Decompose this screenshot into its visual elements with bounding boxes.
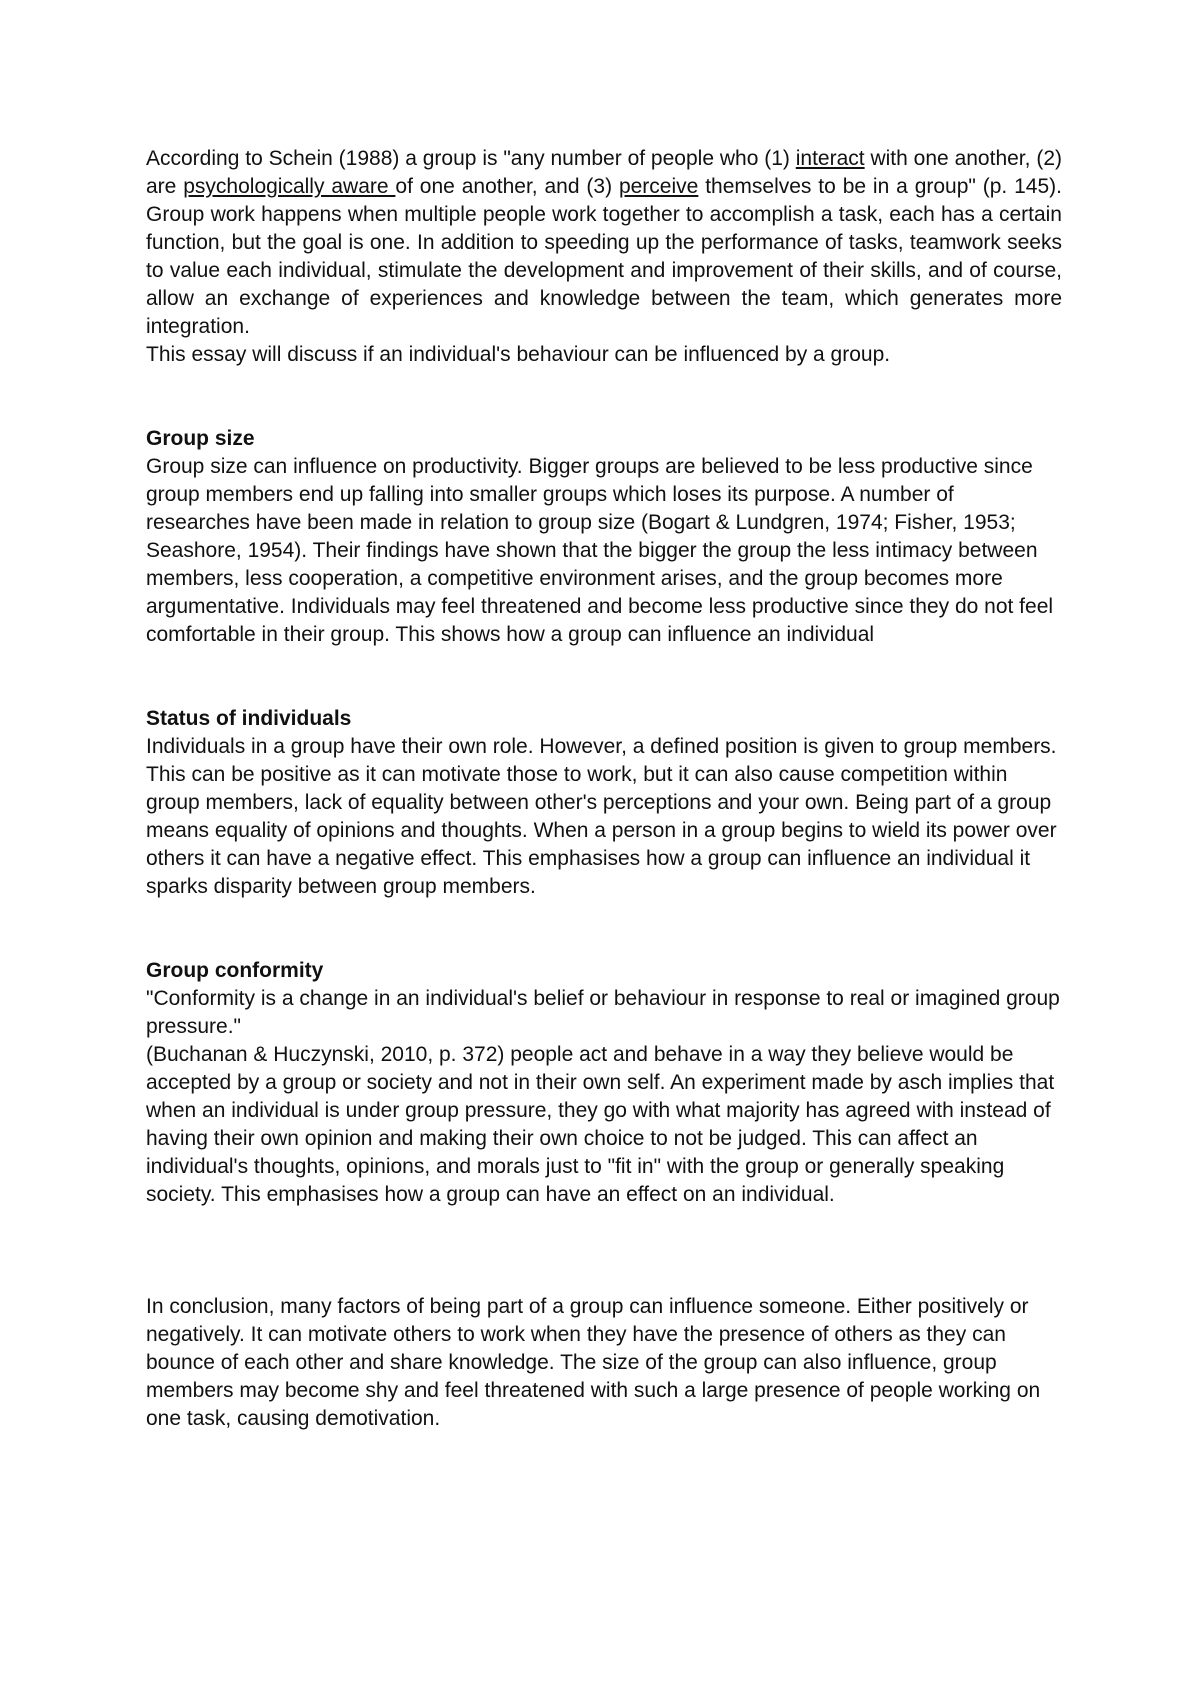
underlined-psychologically-aware: psychologically aware — [183, 175, 396, 198]
conclusion-paragraph: In conclusion, many factors of being part of a group can influence someone. Either positively or negatively. It can motivate others to work when they have the presence of others as they can bounce of each other and share knowledge. The size of the group can also influence, group members may become shy and feel threatened with such a large presence of people working on one task, causing demotivation. — [146, 1295, 1041, 1430]
underlined-perceive: perceive — [618, 175, 699, 198]
conformity-quote: "Conformity is a change in an individual's belief or behaviour in response to real or imagined group pressure." — [146, 987, 1060, 1038]
essay-page — [146, 145, 1062, 1433]
intro-text-a: According to Schein (1988) a group is "any number of people who (1) — [146, 147, 796, 170]
intro-text-d: themselves to be in a group" (p. 145). Group work happens when multiple people work together to accomplish a task, each has a certain function, but the goal is one. In addition to speeding up the performance of tasks, teamwork seeks to value each individual, stimulate the development and improvement of their skills, and of course, allow an exchange of experiences and knowledge between the team, which generates more integration. — [146, 175, 1062, 338]
underlined-interact: interact — [795, 147, 865, 170]
group-size-paragraph: Group size can influence on productivity. Bigger groups are believed to be less productive since group members end up falling into smaller groups which loses its purpose. A number of researches have been made in relation to group size (Bogart & Lundgren, 1974; Fisher, 1953; Seashore, 1954). Their findings have shown that the bigger the group the less intimacy between members, less cooperation, a competitive environment arises, and the group becomes more argumentative. Individuals may feel threatened and become less productive since they do not feel comfortable in their group. This shows how a group can influence an individual — [146, 455, 1054, 646]
intro-paragraph — [146, 145, 1062, 341]
conformity-paragraph: (Buchanan & Huczynski, 2010, p. 372) people act and behave in a way they believe would be accepted by a group or society and not in their own self. An experiment made by asch implies that when an individual is under group pressure, they go with what majority has agreed with instead of having their own opinion and making their own choice to not be judged. This can affect an individual's thoughts, opinions, and morals just to "fit in" with the group or generally speaking society. This emphasises how a group can have an effect on an individual. — [146, 1043, 1055, 1206]
intro-text-b: with one another, (2) are — [146, 147, 1062, 198]
group-size-heading: Group size — [146, 427, 255, 450]
essay-aim-paragraph: This essay will discuss if an individual's behaviour can be influenced by a group. — [146, 343, 891, 366]
intro-text-c: of one another, and (3) — [395, 175, 619, 198]
status-paragraph: Individuals in a group have their own role. However, a defined position is given to group members. This can be positive as it can motivate those to work, but it can also cause competition within group members, lack of equality between other's perceptions and your own. Being part of a group means equality of opinions and thoughts. When a person in a group begins to wield its power over others it can have a negative effect. This emphasises how a group can influence an individual it sparks disparity between group members. — [146, 735, 1057, 898]
conformity-heading: Group conformity — [146, 959, 324, 982]
status-heading: Status of individuals — [146, 707, 352, 730]
